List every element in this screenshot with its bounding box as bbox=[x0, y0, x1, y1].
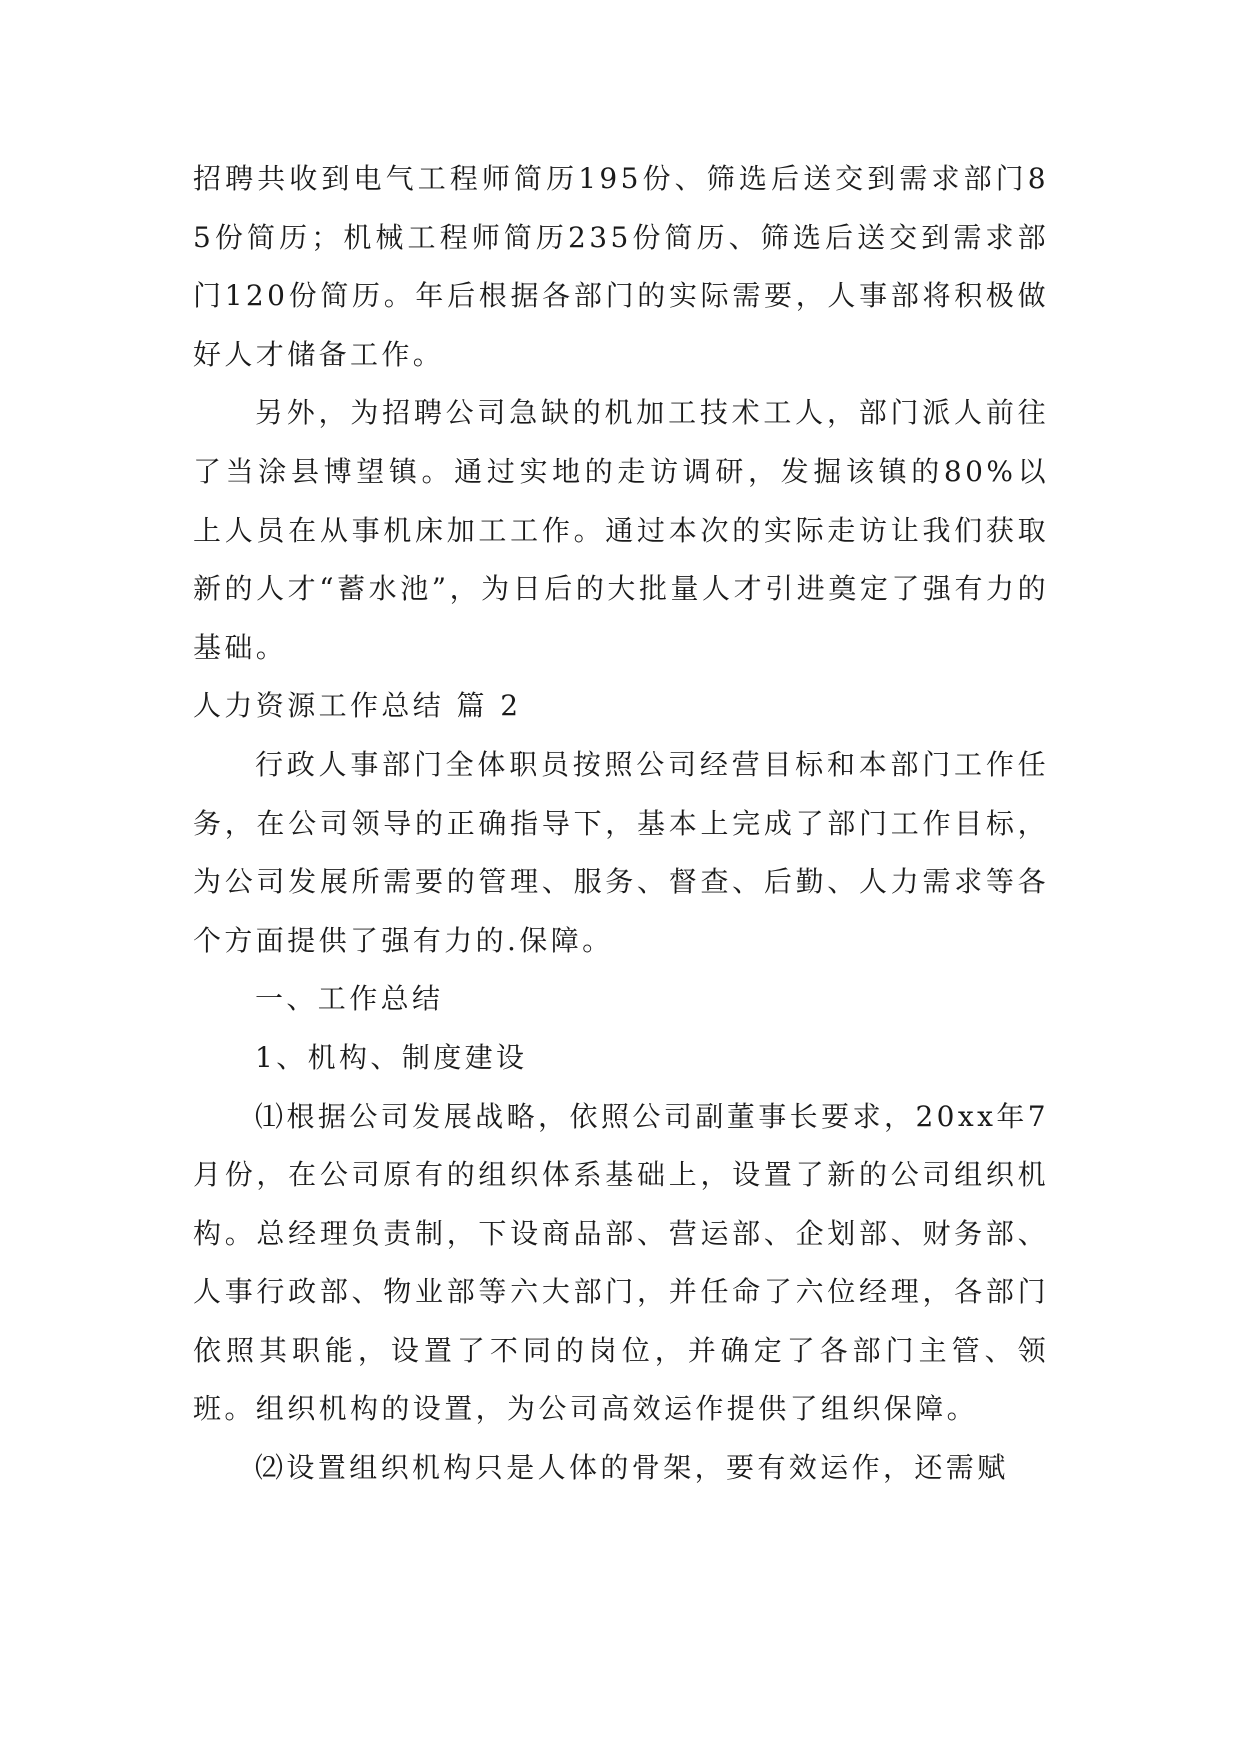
paragraph-department-overview: 行政人事部门全体职员按照公司经营目标和本部门工作任务，在公司领导的正确指导下，基本上完成了部门工作目标，为公司发展所需要的管理、服务、督查、后勤、人力需求等各个方面提供了强有力的.保障。 bbox=[193, 747, 1049, 957]
document-body bbox=[193, 150, 1049, 1498]
paragraph-recruitment-resumes: 招聘共收到电气工程师简历195份、筛选后送交到需求部门85份简历；机械工程师简历235份简历、筛选后送交到需求部门120份简历。年后根据各部门的实际需要，人事部将积极做好人才储备工作。 bbox=[193, 162, 1049, 371]
paragraph-technical-workers: 另外，为招聘公司急缺的机加工技术工人，部门派人前往了当涂县博望镇。通过实地的走访调研，发掘该镇的80%以上人员在从事机床加工工作。通过本次的实际走访让我们获取新的人才“蓄水池”，为日后的大批量人才引进奠定了强有力的基础。 bbox=[193, 396, 1049, 664]
paragraph-organization-operation: ⑵设置组织机构只是人体的骨架，要有效运作，还需赋 bbox=[255, 1451, 1009, 1485]
heading-organization-system: 1、机构、制度建设 bbox=[255, 1040, 528, 1074]
paragraph-organization-structure: ⑴根据公司发展战略，依照公司副董事长要求，20xx年7月份，在公司原有的组织体系基础上，设置了新的公司组织机构。总经理负责制，下设商品部、营运部、企划部、财务部、人事行政部、物业部等六大部门，并任命了六位经理，各部门依照其职能，设置了不同的岗位，并确定了各部门主管、领班。组织机构的设置，为公司高效运作提供了组织保障。 bbox=[193, 1099, 1049, 1426]
heading-work-summary: 一、工作总结 bbox=[255, 982, 444, 1016]
section-title: 人力资源工作总结 篇 2 bbox=[193, 689, 522, 723]
